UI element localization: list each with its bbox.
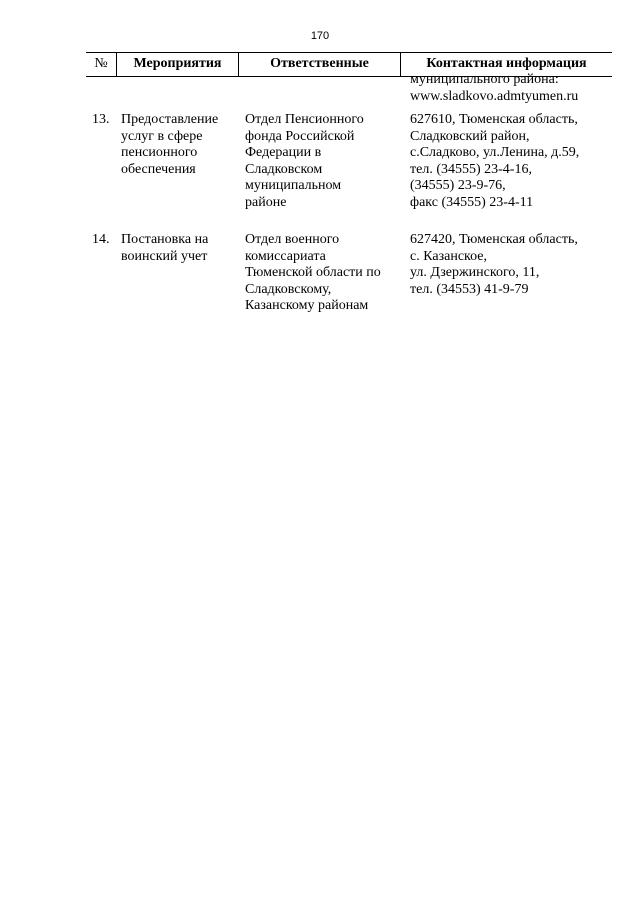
text-line: (34555) 23-9-76, <box>410 178 506 193</box>
text-line: Отдел Пенсионного <box>245 112 364 127</box>
responsible-cell <box>245 232 407 315</box>
event-cell <box>121 232 239 265</box>
text-line: фонда Российской <box>245 128 355 144</box>
text-line: ул. Дзержинского, 11, <box>410 265 540 280</box>
text-line: Сладковском <box>245 161 323 177</box>
text-line: обеспечения <box>121 161 196 177</box>
text-line: тел. (34555) 23-4-16, <box>410 161 532 177</box>
contact-cell <box>410 112 620 211</box>
header-number: № <box>86 53 117 76</box>
row-number: 13. <box>92 112 110 127</box>
text-line: Сладковскому, <box>245 281 332 297</box>
text-line: районе <box>245 194 287 210</box>
text-line: Федерации в <box>245 145 322 160</box>
text-line: Предоставление <box>121 112 219 127</box>
text-line: с. Казанское, <box>410 248 488 264</box>
responsible-cell <box>245 112 407 211</box>
text-line: комиссариата <box>245 248 326 264</box>
text-line: муниципальном <box>245 178 342 193</box>
event-cell <box>121 112 239 178</box>
text-line: Постановка на <box>121 232 209 247</box>
text-line: Сладковский район, <box>410 128 530 144</box>
text-line: с.Сладково, ул.Ленина, д.59, <box>410 145 580 160</box>
text-line: услуг в сфере <box>121 128 203 144</box>
text-line: 627420, Тюменская область, <box>410 232 578 247</box>
header-responsible: Ответственные <box>239 53 401 76</box>
contact-continuation <box>410 72 615 105</box>
text-line: пенсионного <box>121 145 198 160</box>
text-line: факс (34555) 23-4-11 <box>410 194 534 210</box>
text-line: Казанскому районам <box>245 298 369 313</box>
text-line: 627610, Тюменская область, <box>410 112 578 127</box>
page-number: 170 <box>310 30 330 42</box>
text-line: воинский учет <box>121 248 208 264</box>
text-line: Тюменской области по <box>245 265 381 280</box>
website-text: www.sladkovo.admtyumen.ru <box>410 88 579 104</box>
contact-cell <box>410 232 620 298</box>
row-number: 14. <box>92 232 110 247</box>
text-line: тел. (34553) 41-9-79 <box>410 281 529 297</box>
header-events: Мероприятия <box>117 53 239 76</box>
header-contact: Контактная информация <box>426 56 587 71</box>
text-line: Отдел военного <box>245 232 340 247</box>
text-line: муниципального района: <box>410 72 559 87</box>
